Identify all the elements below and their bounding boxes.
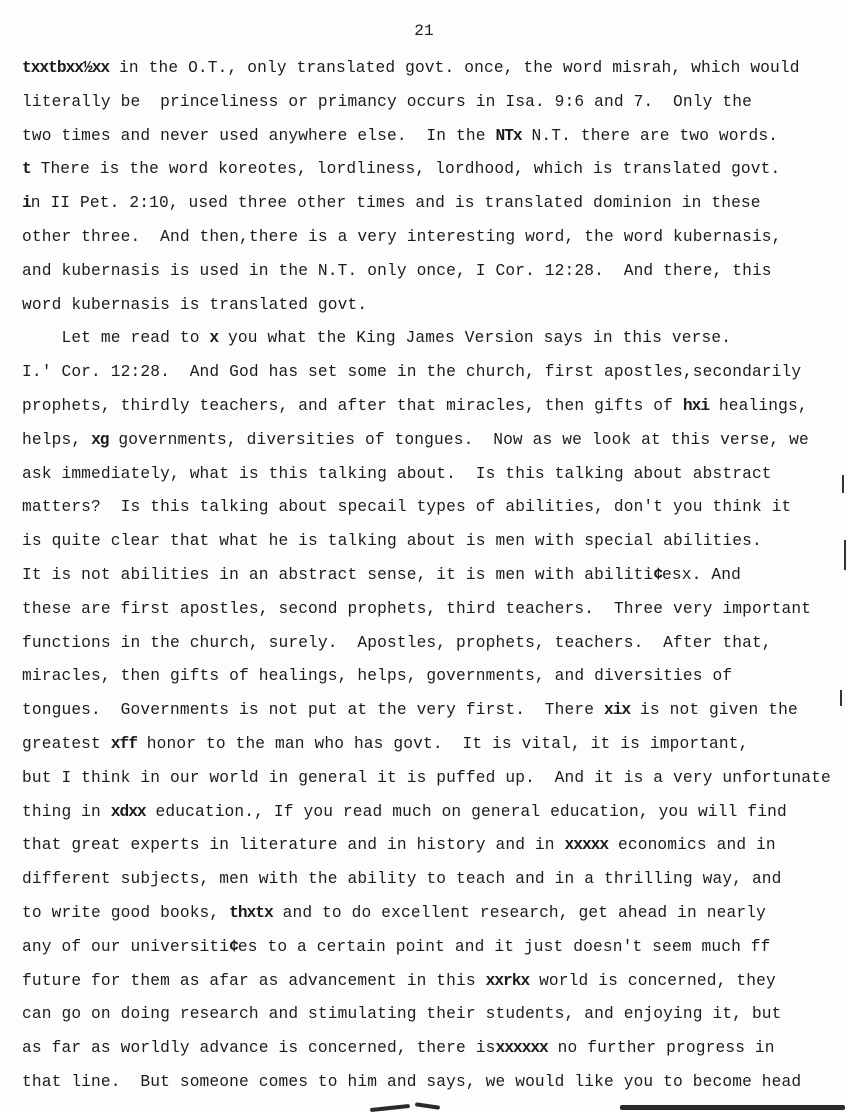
text-line bbox=[22, 1004, 782, 1024]
line-text: that line. But someone comes to him and says, we would like you to become head bbox=[22, 1073, 802, 1091]
struck-out-text: xxxxx bbox=[564, 836, 609, 855]
text-line bbox=[22, 700, 798, 720]
line-text: as far as worldly advance is concerned, there is bbox=[22, 1039, 496, 1058]
text-line bbox=[22, 126, 778, 146]
line-text: any of our universiti bbox=[22, 937, 230, 956]
line-text: helps, bbox=[22, 430, 92, 449]
struck-out-text: xix bbox=[603, 701, 631, 720]
text-line bbox=[22, 971, 776, 991]
line-text: es to a certain point and it just doesn't seem much ff bbox=[237, 937, 771, 956]
line-text: thing in bbox=[22, 802, 111, 821]
text-line bbox=[22, 666, 732, 686]
line-text: esx. And bbox=[662, 566, 741, 584]
struck-out-text: ¢ bbox=[229, 937, 238, 956]
line-text: miracles, then gifts of healings, helps, governments, and diversities of bbox=[22, 667, 733, 686]
text-line bbox=[22, 835, 776, 855]
line-text: There is the word koreotes, lordliness, lordhood, which is translated govt. bbox=[30, 160, 781, 179]
struck-out-text: hxi bbox=[682, 397, 710, 415]
line-text: is quite clear that what he is talking about is men with special abilities. bbox=[22, 532, 762, 551]
line-text: word kubernasis is translated govt. bbox=[22, 295, 368, 314]
line-text: education., If you read much on general education, you will find bbox=[145, 802, 787, 821]
line-text: governments, diversities of tongues. Now as we look at this verse, we bbox=[108, 430, 809, 449]
text-line bbox=[22, 227, 782, 247]
text-line bbox=[22, 802, 787, 822]
struck-out-text: NTx bbox=[495, 126, 522, 145]
line-text: other three. And then,there is a very interesting word, the word kubernasis, bbox=[22, 228, 782, 246]
text-line bbox=[22, 328, 731, 348]
line-text: functions in the church, surely. Apostles, prophets, teachers. After that, bbox=[22, 633, 772, 652]
text-line bbox=[22, 531, 762, 551]
struck-out-text: t bbox=[22, 160, 31, 179]
line-text: I.' Cor. 12:28. And God has set some in the church, first apostles,secondarily bbox=[22, 363, 802, 382]
text-line bbox=[22, 464, 772, 484]
scan-smudge bbox=[620, 1105, 845, 1110]
line-text: in the O.T., only translated govt. once, the word misrah, which would bbox=[109, 59, 800, 77]
text-line bbox=[22, 599, 811, 619]
struck-out-text: xxxxxx bbox=[495, 1039, 548, 1058]
line-text: to write good books, bbox=[22, 904, 230, 922]
line-text: no further progress in bbox=[547, 1039, 775, 1058]
line-text: N.T. there are two words. bbox=[521, 126, 779, 145]
text-line bbox=[22, 633, 772, 653]
line-text: future for them as afar as advancement in this bbox=[22, 971, 486, 990]
line-text: different subjects, men with the ability to teach and in a thrilling way, and bbox=[22, 870, 782, 889]
struck-out-text: thxtx bbox=[229, 904, 273, 922]
line-text: prophets, thirdly teachers, and after that miracles, then gifts of bbox=[22, 397, 683, 415]
text-line bbox=[22, 159, 780, 179]
margin-mark bbox=[840, 690, 842, 706]
text-line bbox=[22, 768, 831, 788]
line-text: Let me read to bbox=[22, 329, 210, 348]
line-text: and to do excellent research, get ahead in nearly bbox=[272, 904, 766, 922]
margin-mark bbox=[842, 475, 844, 493]
line-text: world is concerned, they bbox=[529, 971, 776, 990]
line-text: n II Pet. 2:10, used three other times and is translated dominion in these bbox=[30, 194, 761, 213]
text-line bbox=[22, 295, 367, 315]
line-text: two times and never used anywhere else. In the bbox=[22, 126, 496, 145]
text-line bbox=[22, 92, 752, 112]
struck-out-text: ¢ bbox=[653, 566, 663, 584]
struck-out-text: txxtbxx½xx bbox=[22, 59, 110, 77]
line-text: honor to the man who has govt. It is vital, it is important, bbox=[136, 735, 749, 753]
line-text: It is not abilities in an abstract sense, it is men with abiliti bbox=[22, 566, 654, 584]
struck-out-text: xdxx bbox=[110, 802, 146, 821]
line-text: ask immediately, what is this talking about. Is this talking about abstract bbox=[22, 464, 772, 483]
line-text: can go on doing research and stimulating their students, and enjoying it, but bbox=[22, 1005, 782, 1024]
line-text: and kubernasis is used in the N.T. only once, I Cor. 12:28. And there, this bbox=[22, 261, 772, 280]
text-line bbox=[22, 193, 761, 213]
line-text: you what the King James Version says in this verse. bbox=[218, 329, 732, 348]
struck-out-text: xxrkx bbox=[485, 971, 530, 990]
text-line bbox=[22, 1072, 801, 1092]
struck-out-text: i bbox=[22, 194, 31, 213]
text-line bbox=[22, 937, 771, 957]
line-text: these are first apostles, second prophets, third teachers. Three very important bbox=[22, 599, 812, 618]
text-line bbox=[22, 396, 808, 416]
text-line bbox=[22, 734, 749, 754]
struck-out-text: xff bbox=[110, 735, 137, 753]
line-text: matters? Is this talking about specail types of abilities, don't you think it bbox=[22, 498, 792, 517]
line-text: that great experts in literature and in history and in bbox=[22, 836, 565, 855]
struck-out-text: x bbox=[209, 329, 219, 348]
line-text: greatest bbox=[22, 735, 111, 753]
line-text: is not given the bbox=[630, 701, 798, 720]
text-line bbox=[22, 497, 791, 517]
text-line bbox=[22, 58, 800, 78]
line-text: literally be princeliness or primancy occurs in Isa. 9:6 and 7. Only the bbox=[22, 92, 752, 111]
text-line bbox=[22, 261, 772, 281]
struck-out-text: xg bbox=[91, 430, 109, 449]
margin-mark bbox=[844, 540, 846, 570]
line-text: but I think in our world in general it is puffed up. And it is a very unfortunate bbox=[22, 768, 831, 787]
line-text: economics and in bbox=[608, 836, 776, 855]
text-line bbox=[22, 869, 782, 889]
text-line bbox=[22, 1038, 775, 1058]
text-line bbox=[22, 362, 801, 382]
text-line bbox=[22, 565, 741, 585]
line-text: tongues. Governments is not put at the very first. There bbox=[22, 701, 604, 720]
text-line bbox=[22, 903, 766, 923]
line-text: healings, bbox=[709, 397, 808, 415]
page-number: 21 bbox=[414, 22, 434, 40]
scan-smudge bbox=[415, 1102, 440, 1109]
text-line bbox=[22, 430, 809, 450]
